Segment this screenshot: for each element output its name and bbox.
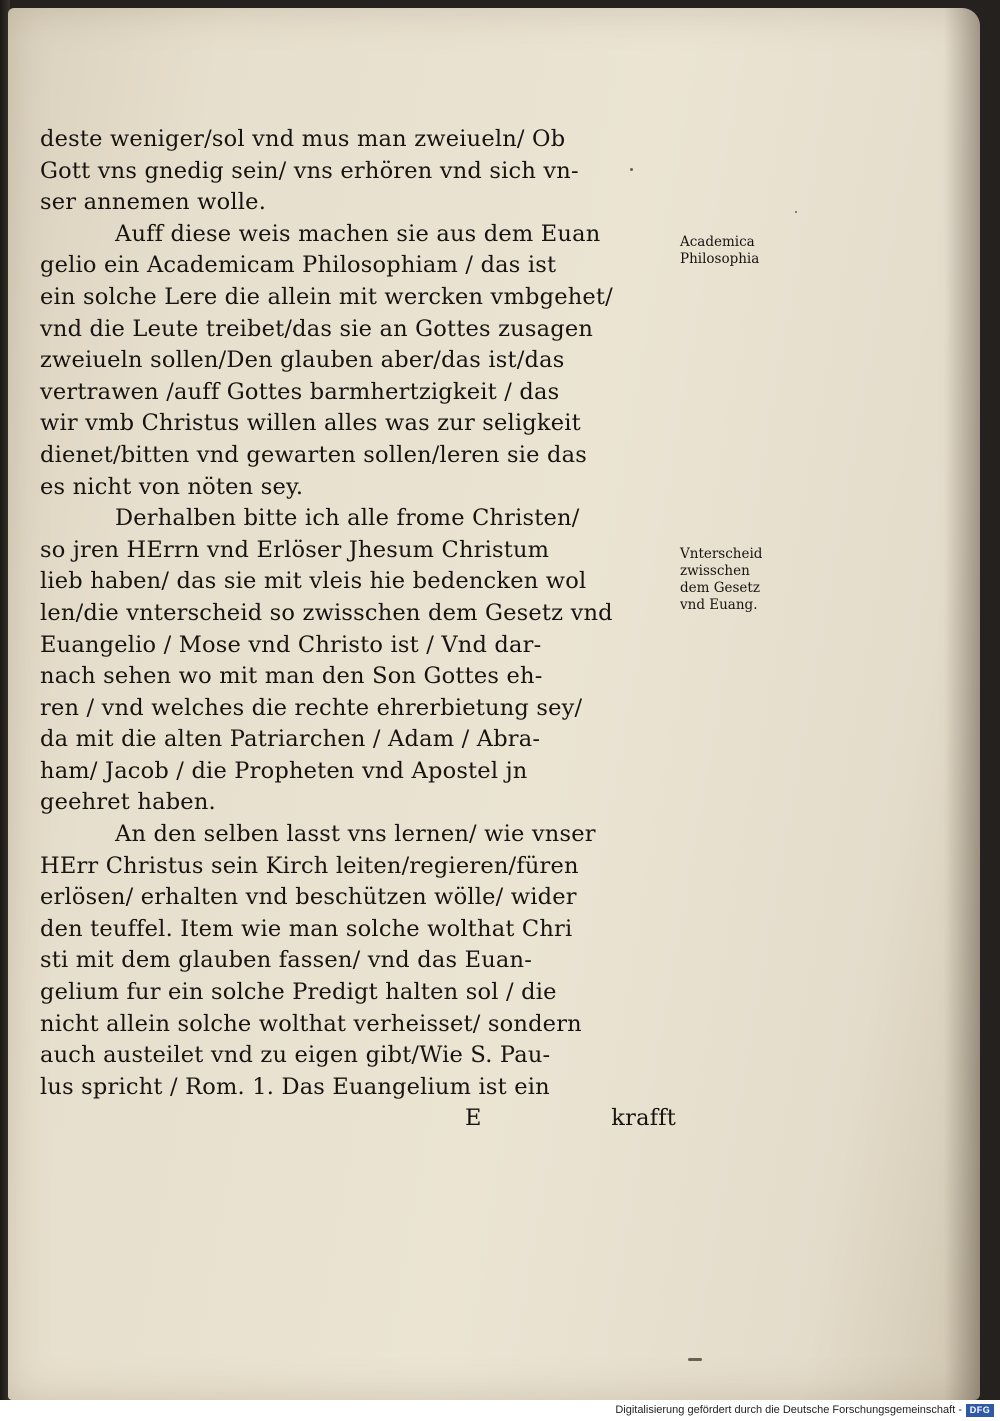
text-line: gelium fur ein solche Predigt halten sol / die bbox=[40, 979, 557, 1006]
margin-note-line: vnd Euang. bbox=[680, 597, 758, 613]
text-line: lus spricht / Rom. 1. Das Euangelium ist ein bbox=[40, 1073, 550, 1100]
footer-credit: Digitalisierung gefördert durch die Deutsche Forschungsgemeinschaft - bbox=[615, 1404, 962, 1416]
text-line: zweiueln sollen/Den glauben aber/das ist/das bbox=[40, 347, 565, 374]
margin-note-line: dem Gesetz bbox=[680, 580, 760, 596]
text-line: erlösen/ erhalten vnd beschützen wölle/ wider bbox=[40, 884, 577, 911]
text-line: gelio ein Academicam Philosophiam / das ist bbox=[40, 252, 557, 279]
signature-mark: E bbox=[465, 1105, 482, 1132]
margin-note-academica bbox=[680, 234, 820, 268]
text-line: Euangelio / Mose vnd Christo ist / Vnd dar- bbox=[40, 631, 542, 658]
paragraph-start-line: Derhalben bitte ich alle frome Christen/ bbox=[115, 505, 580, 532]
text-line: lieb haben/ das sie mit vleis hie bedencken wol bbox=[40, 568, 587, 595]
text-line: HErr Christus sein Kirch leiten/regieren/füren bbox=[40, 852, 579, 879]
main-text-block bbox=[40, 124, 680, 1135]
margin-note-line: Academica bbox=[680, 234, 755, 250]
text-line: len/die vnterscheid so zwisschen dem Gesetz vnd bbox=[40, 599, 613, 626]
text-line: nicht allein solche wolthat verheisset/ sondern bbox=[40, 1010, 582, 1037]
margin-note-line: Vnterscheid bbox=[680, 546, 763, 562]
text-line: nach sehen wo mit man den Son Gottes eh- bbox=[40, 663, 543, 690]
dfg-logo: DFG bbox=[966, 1404, 994, 1417]
paragraph-start-line: An den selben lasst vns lernen/ wie vnser bbox=[115, 821, 596, 848]
text-line: vnd die Leute treibet/das sie an Gottes zusagen bbox=[40, 315, 594, 342]
text-line: wir vmb Christus willen alles was zur seligkeit bbox=[40, 410, 581, 437]
text-line: auch austeilet vnd zu eigen gibt/Wie S. Pau- bbox=[40, 1042, 551, 1069]
text-line: es nicht von nöten sey. bbox=[40, 473, 304, 500]
catchword: krafft bbox=[611, 1105, 676, 1132]
catchword-row bbox=[40, 1103, 680, 1135]
text-line: ham/ Jacob / die Propheten vnd Apostel jn bbox=[40, 757, 528, 784]
paper-speck bbox=[688, 1358, 702, 1361]
text-line: dienet/bitten vnd gewarten sollen/leren sie das bbox=[40, 441, 587, 468]
text-line: deste weniger/sol vnd mus man zweiueln/ Ob bbox=[40, 126, 566, 152]
text-line: geehret haben. bbox=[40, 789, 216, 816]
text-line: ren / vnd welches die rechte ehrerbietung sey/ bbox=[40, 694, 583, 721]
text-line: den teuffel. Item wie man solche wolthat Chri bbox=[40, 915, 573, 942]
text-line: vertrawen /auff Gottes barmhertzigkeit / das bbox=[40, 378, 560, 405]
margin-note-vnterscheid bbox=[680, 546, 820, 614]
paper-speck bbox=[795, 211, 797, 213]
text-line: sti mit dem glauben fassen/ vnd das Euan- bbox=[40, 947, 533, 974]
paragraph-start-line: Auff diese weis machen sie aus dem Euan bbox=[115, 220, 601, 247]
margin-note-line: zwisschen bbox=[680, 563, 750, 579]
text-line: da mit die alten Patriarchen / Adam / Abra- bbox=[40, 726, 541, 753]
text-line: so jren HErrn vnd Erlöser Jhesum Christum bbox=[40, 536, 550, 563]
digitization-footer bbox=[0, 1400, 1000, 1421]
page-curl-shadow bbox=[944, 8, 980, 1400]
margin-note-line: Philosophia bbox=[680, 251, 760, 267]
text-line: ein solche Lere die allein mit wercken vmbgehet/ bbox=[40, 283, 613, 310]
text-line: Gott vns gnedig sein/ vns erhören vnd sich vn- bbox=[40, 157, 579, 184]
text-line: ser annemen wolle. bbox=[40, 189, 267, 216]
